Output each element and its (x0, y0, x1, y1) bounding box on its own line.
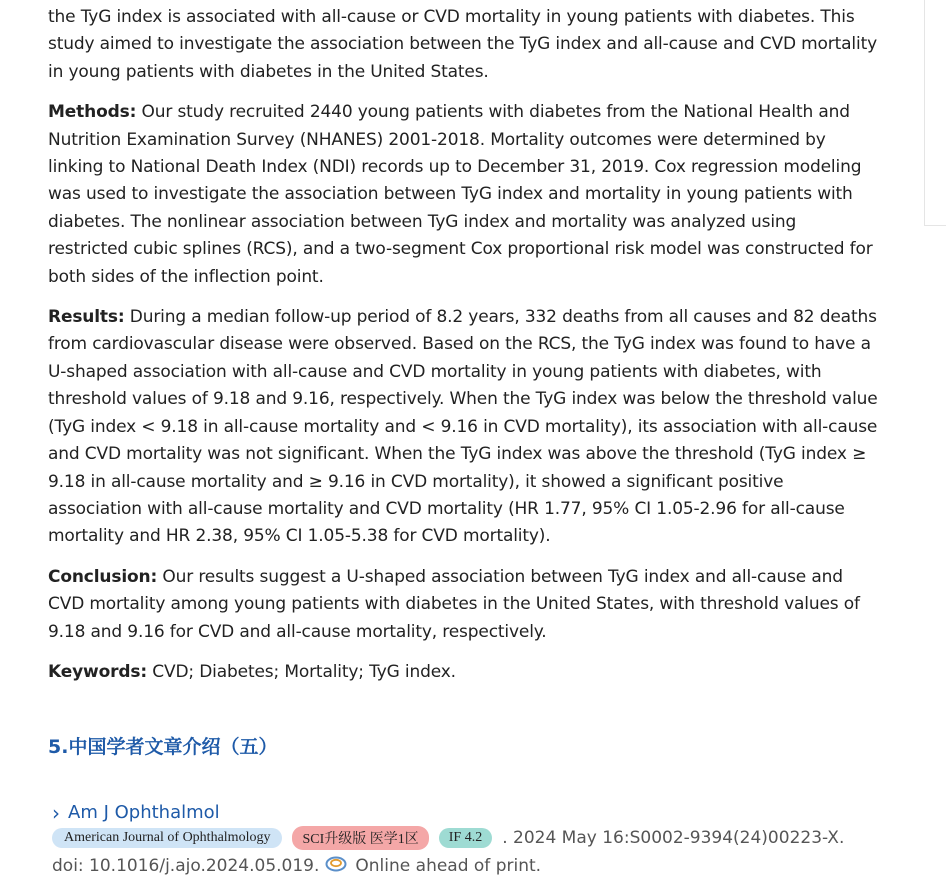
keywords-label: Keywords: (48, 661, 147, 682)
journal-link[interactable] (52, 802, 892, 823)
reference (52, 802, 892, 876)
chevron-right-icon: › (52, 800, 60, 825)
abstract-results (48, 304, 878, 551)
results-text: During a median follow-up period of 8.2 years, 332 deaths from all causes and 82 deaths from cardiovascular disease were observed. Based on the RCS, the TyG index was found to have a U-shaped association with all-cause and CVD mortality in young patients with diabetes, with threshold values of 9.18 and 9.16, respectively. When the TyG index was below the threshold value (TyG index < 9.18 in all-cause mortality and < 9.16 in CVD mortality), its association with all-cause and CVD mortality was not significant. When the TyG index was above the threshold (TyG index ≥ 9.18 in all-cause mortality and ≥ 9.16 in CVD mortality), it showed a significant positive association with all-cause mortality and CVD mortality (HR 1.77, 95% CI 1.05-2.96 for all-cause mortality and HR 2.38, 95% CI 1.05-5.38 for CVD mortality). (48, 307, 878, 547)
abstract-keywords (48, 659, 878, 686)
journal-link-text[interactable]: Am J Ophthalmol (68, 802, 220, 823)
conclusion-text: Our results suggest a U-shaped association between TyG index and all-cause and CVD mortality among young patients with diabetes in the United States, with threshold values of 9.18 and 9.16 for CVD and all-cause mortality, respectively. (48, 566, 860, 642)
journal-name-badge: American Journal of Ophthalmology (52, 828, 282, 848)
citation-text: . 2024 May 16:S0002-9394(24)00223-X. (502, 828, 845, 848)
side-panel-edge (924, 0, 946, 226)
abstract-intro: the TyG index is associated with all-cause or CVD mortality in young patients with diabetes. This study aimed to investigate the association between the TyG index and all-cause and CVD mortality in young patients with diabetes in the United States. (48, 7, 878, 82)
reference-line (52, 826, 892, 850)
sci-rank-badge: SCI升级版 医学1区 (292, 826, 428, 850)
abstract-methods (48, 99, 878, 291)
abstract-conclusion (48, 564, 878, 646)
doi-text[interactable]: doi: 10.1016/j.ajo.2024.05.019. (52, 856, 320, 876)
section-heading: 5.中国学者文章介绍（五） (48, 736, 278, 758)
results-label: Results: (48, 307, 125, 328)
abstract (48, 4, 878, 699)
conclusion-label: Conclusion: (48, 566, 158, 587)
open-access-icon (325, 854, 347, 872)
methods-text: Our study recruited 2440 young patients with diabetes from the National Health and Nutrition Examination Survey (NHANES) 2001-2018. Mortality outcomes were determined by linking to National Death Index (NDI) records up to December 31, 2019. Cox regression modeling was used to investigate the association between TyG index and mortality in young patients with diabetes. The nonlinear association between TyG index and mortality was analyzed using restricted cubic splines (RCS), and a two-segment Cox proportional risk model was constructed for both sides of the inflection point. (48, 102, 873, 287)
doi-line (52, 856, 892, 876)
keywords-text: CVD; Diabetes; Mortality; TyG index. (147, 661, 456, 682)
online-status-text: Online ahead of print. (355, 856, 542, 876)
methods-label: Methods: (48, 102, 137, 123)
impact-factor-badge: IF 4.2 (439, 828, 492, 848)
